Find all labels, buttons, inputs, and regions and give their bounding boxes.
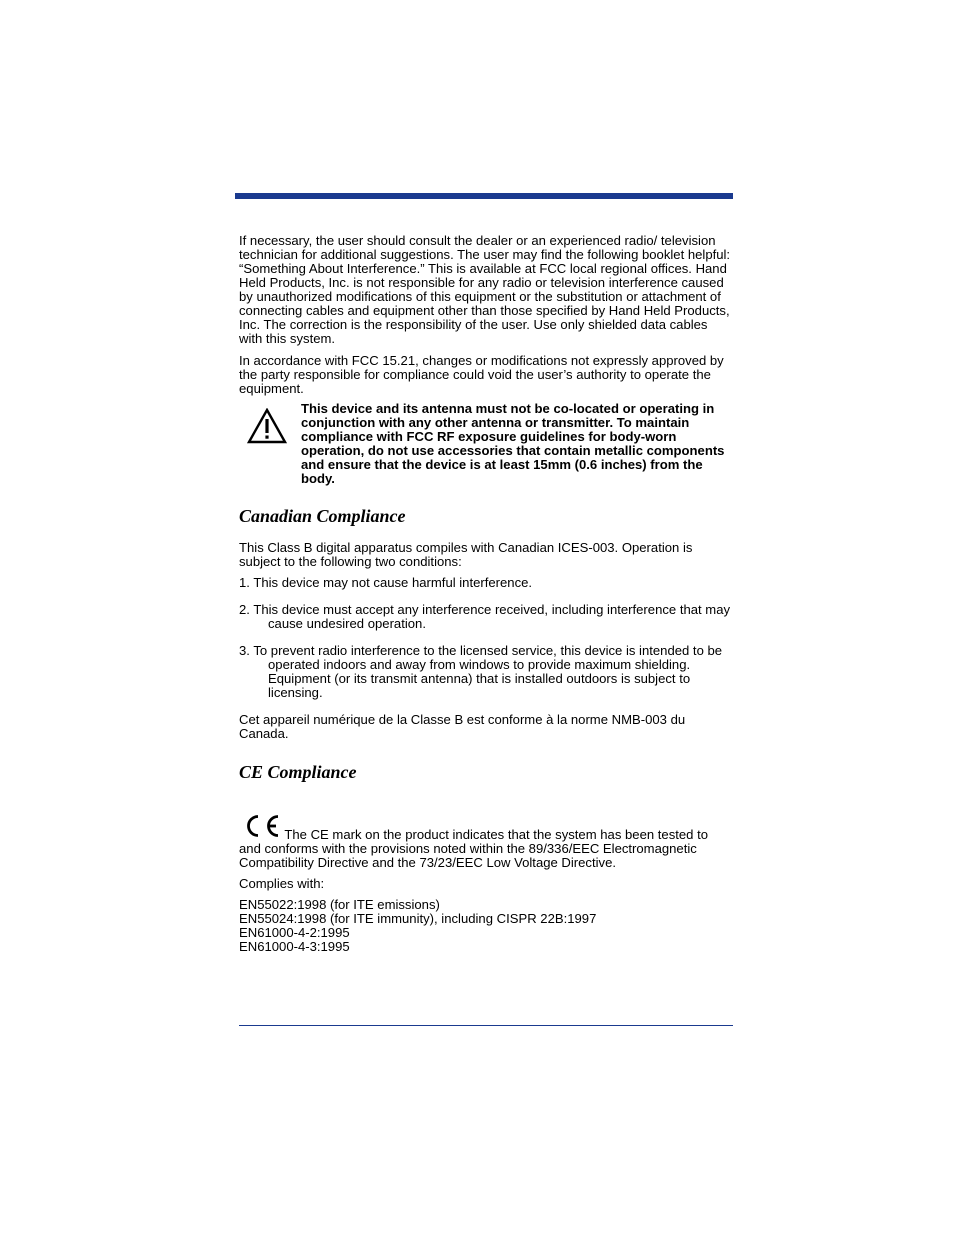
warning-triangle-icon xyxy=(239,402,301,486)
standard-item: EN61000-4-3:1995 xyxy=(239,939,350,954)
standard-item: EN55024:1998 (for ITE immunity), including CISPR 22B:1997 xyxy=(239,911,597,926)
list-item: 3. To prevent radio interference to the licensed service, this device is intended to be operated indoors and away from windows to provide maximum shielding. Equipment (or its transmit antenna) that is installed outdoors is subject to licensing. xyxy=(239,643,723,700)
ce-text: The CE mark on the product indicates that the system has been tested to and conforms with the provisions noted within the 89/336/EEC Electromagnetic Compatibility Directive and the 73/23/EEC Low Voltage Directive. xyxy=(239,827,708,870)
page-content xyxy=(239,234,731,954)
fcc-paragraph-2: In accordance with FCC 15.21, changes or modifications not expressly approved by the party responsible for compliance could void the user’s authority to operate the equipment. xyxy=(239,353,724,396)
list-item: 2. This device must accept any interference received, including interference that may cause undesired operation. xyxy=(239,602,731,631)
standard-item: EN61000-4-2:1995 xyxy=(239,925,350,940)
canadian-intro: This Class B digital apparatus compiles with Canadian ICES-003. Operation is subject to the following two conditions: xyxy=(239,540,693,569)
french-statement: Cet appareil numérique de la Classe B est conforme à la norme NMB-003 du Canada. xyxy=(239,712,686,741)
warning-text: This device and its antenna must not be co-located or operating in conjunction with any other antenna or transmitter. To maintain compliance with FCC RF exposure guidelines for body-worn operation, do not use accessories that contain metallic components and ensure that the device is at least 15mm (0.6 inches) from the body. xyxy=(301,401,725,486)
ce-compliance-heading: CE Compliance xyxy=(239,762,357,782)
warning-block xyxy=(239,402,731,486)
footer-rule xyxy=(239,1025,733,1026)
fcc-paragraph-1: If necessary, the user should consult the dealer or an experienced radio/ television technician for additional suggestions. The user may find the following booklet helpful: “Something About Interference.” This is available at FCC local regional offices. Hand Held Products, Inc. is not responsible for any radio or television interference caused by unauthorized modifications of this equipment or the substitution or attachment of connecting cables and equipment other than those specified by Hand Held Products, Inc. The correction is the responsibility of the user. Use only shielded data cables with this system. xyxy=(239,233,731,346)
canadian-compliance-heading: Canadian Compliance xyxy=(239,506,406,526)
ce-paragraph xyxy=(239,813,731,870)
standards-list xyxy=(239,898,731,954)
standard-item: EN55022:1998 (for ITE emissions) xyxy=(239,897,440,912)
canadian-conditions-list xyxy=(239,576,731,700)
list-item: 1. This device may not cause harmful interference. xyxy=(239,575,533,590)
ce-mark-icon xyxy=(241,813,281,839)
header-rule xyxy=(235,193,733,199)
complies-with-label: Complies with: xyxy=(239,876,325,891)
